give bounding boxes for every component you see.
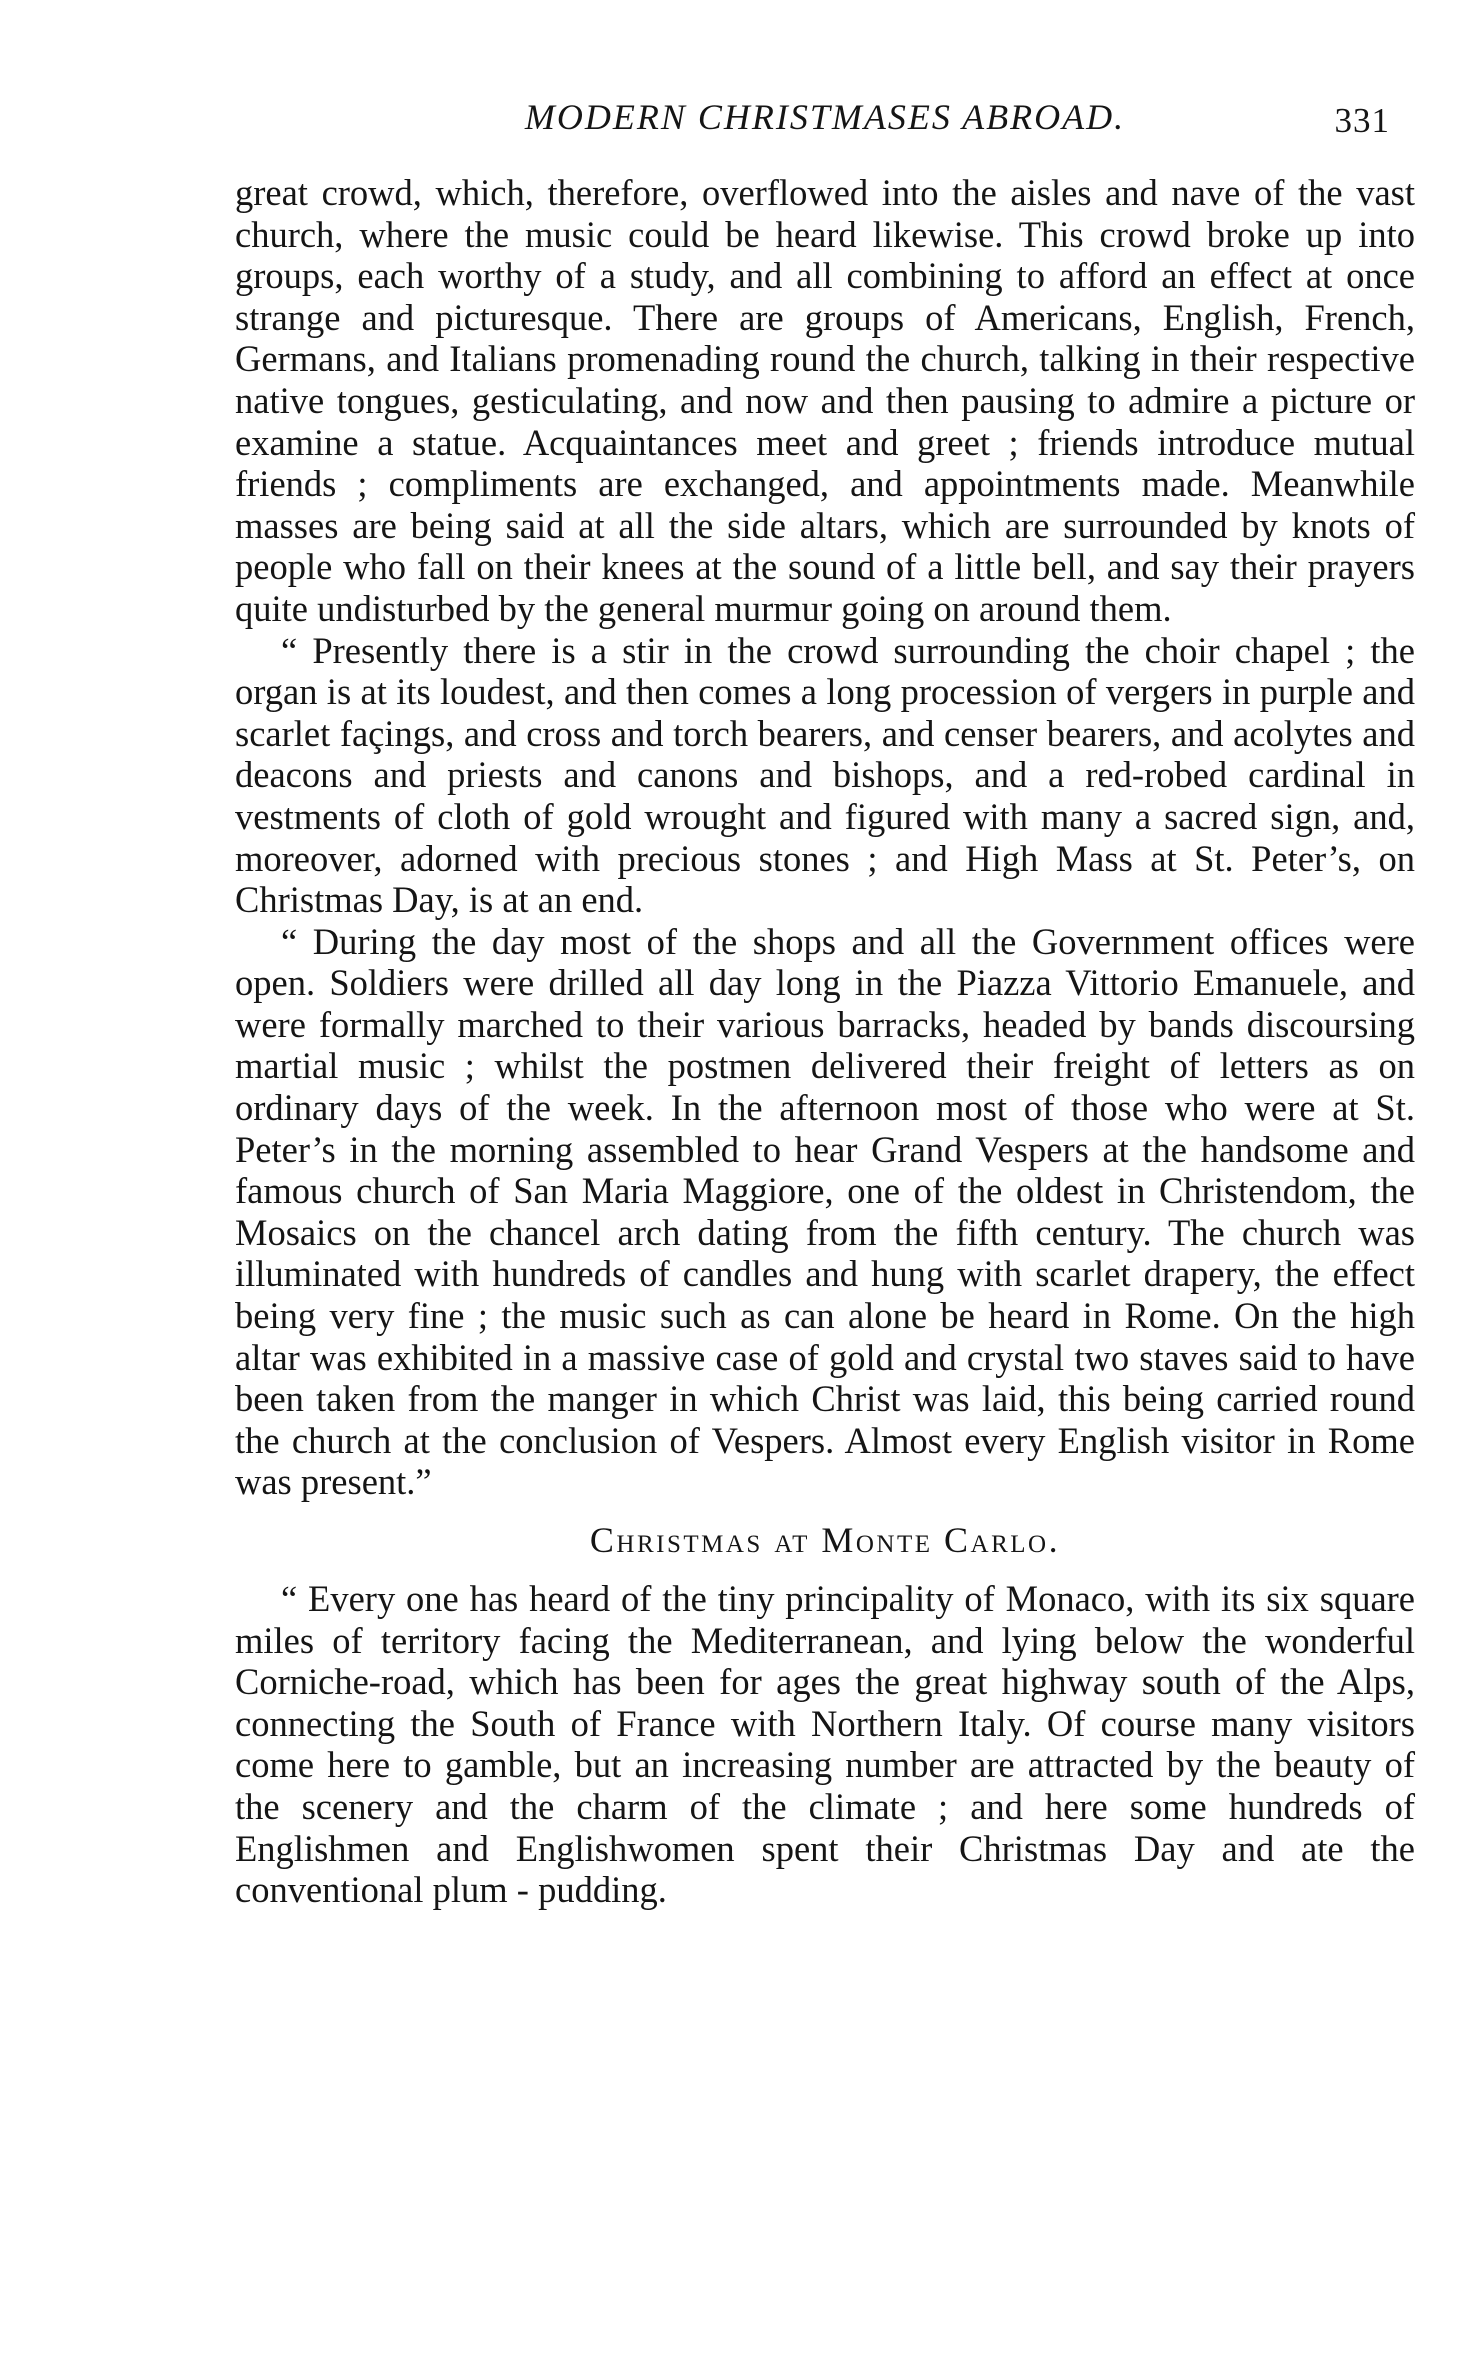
paragraph-day-in-rome: “ During the day most of the shops and all the Government offices were open. Soldiers were drilled all day long in the Piazza Vittorio Emanuele, and were formally marched to their various barracks, headed by bands discoursing martial music ; whilst the postmen delivered their freight of letters as on ordinary days of the week. In the afternoon most of those who were at St. Peter’s in the morning assembled to hear Grand Vespers at the handsome and famous church of San Maria Maggiore, one of the oldest in Christendom, the Mosaics on the chancel arch dating from the fifth century. The church was illuminated with hundreds of candles and hung with scarlet drapery, the effect being very fine ; the music such as can alone be heard in Rome. On the high altar was exhibited in a massive case of gold and crystal two staves said to have been taken from the manger in which Christ was laid, this being carried round the church at the conclusion of Vespers. Almost every English visitor in Rome was present.”: [235, 920, 1415, 1503]
paragraph-monaco: “ Every one has heard of the tiny principality of Monaco, with its six square miles of territory facing the Mediterranean, and lying below the wonderful Corniche-road, which has been for ages the great highway south of the Alps, connecting the South of France with Northern Italy. Of course many visitors come here to gamble, but an increasing number are attracted by the beauty of the scenery and the charm of the climate ; and here some hundreds of Englishmen and Englishwomen spent their Christmas Day and ate the conventional plum - pudding.: [235, 1578, 1415, 1911]
running-head: [235, 92, 1415, 142]
section-heading: Christmas at Monte Carlo.: [589, 1520, 1061, 1560]
page-number: 331: [1334, 101, 1390, 140]
running-title: MODERN CHRISTMASES ABROAD.: [524, 97, 1126, 137]
paragraph-procession: “ Presently there is a stir in the crowd surrounding the choir chapel ; the organ is at its loudest, and then comes a long procession of vergers in purple and scarlet façings, and cross and torch bearers, and censer bearers, and acolytes and deacons and priests and canons and bishops, and a red-robed cardinal in vestments of cloth of gold wrought and figured with many a sacred sign, and, moreover, adorned with precious stones ; and High Mass at St. Peter’s, on Christmas Day, is at an end.: [235, 629, 1415, 921]
body-text: [235, 172, 1415, 1911]
paragraph-crowd: great crowd, which, therefore, overflowed into the aisles and nave of the vast church, where the music could be heard likewise. This crowd broke up into groups, each worthy of a study, and all combining to afford an effect at once strange and picturesque. There are groups of Americans, English, French, Germans, and Italians promenading round the church, talking in their respective native tongues, gesticulating, and now and then pausing to admire a picture or examine a statue. Acquaintances meet and greet ; friends introduce mutual friends ; compliments are exchanged, and appointments made. Meanwhile masses are being said at all the side altars, which are surrounded by knots of people who fall on their knees at the sound of a little bell, and say their prayers quite undisturbed by the general murmur going on around them.: [235, 172, 1415, 629]
